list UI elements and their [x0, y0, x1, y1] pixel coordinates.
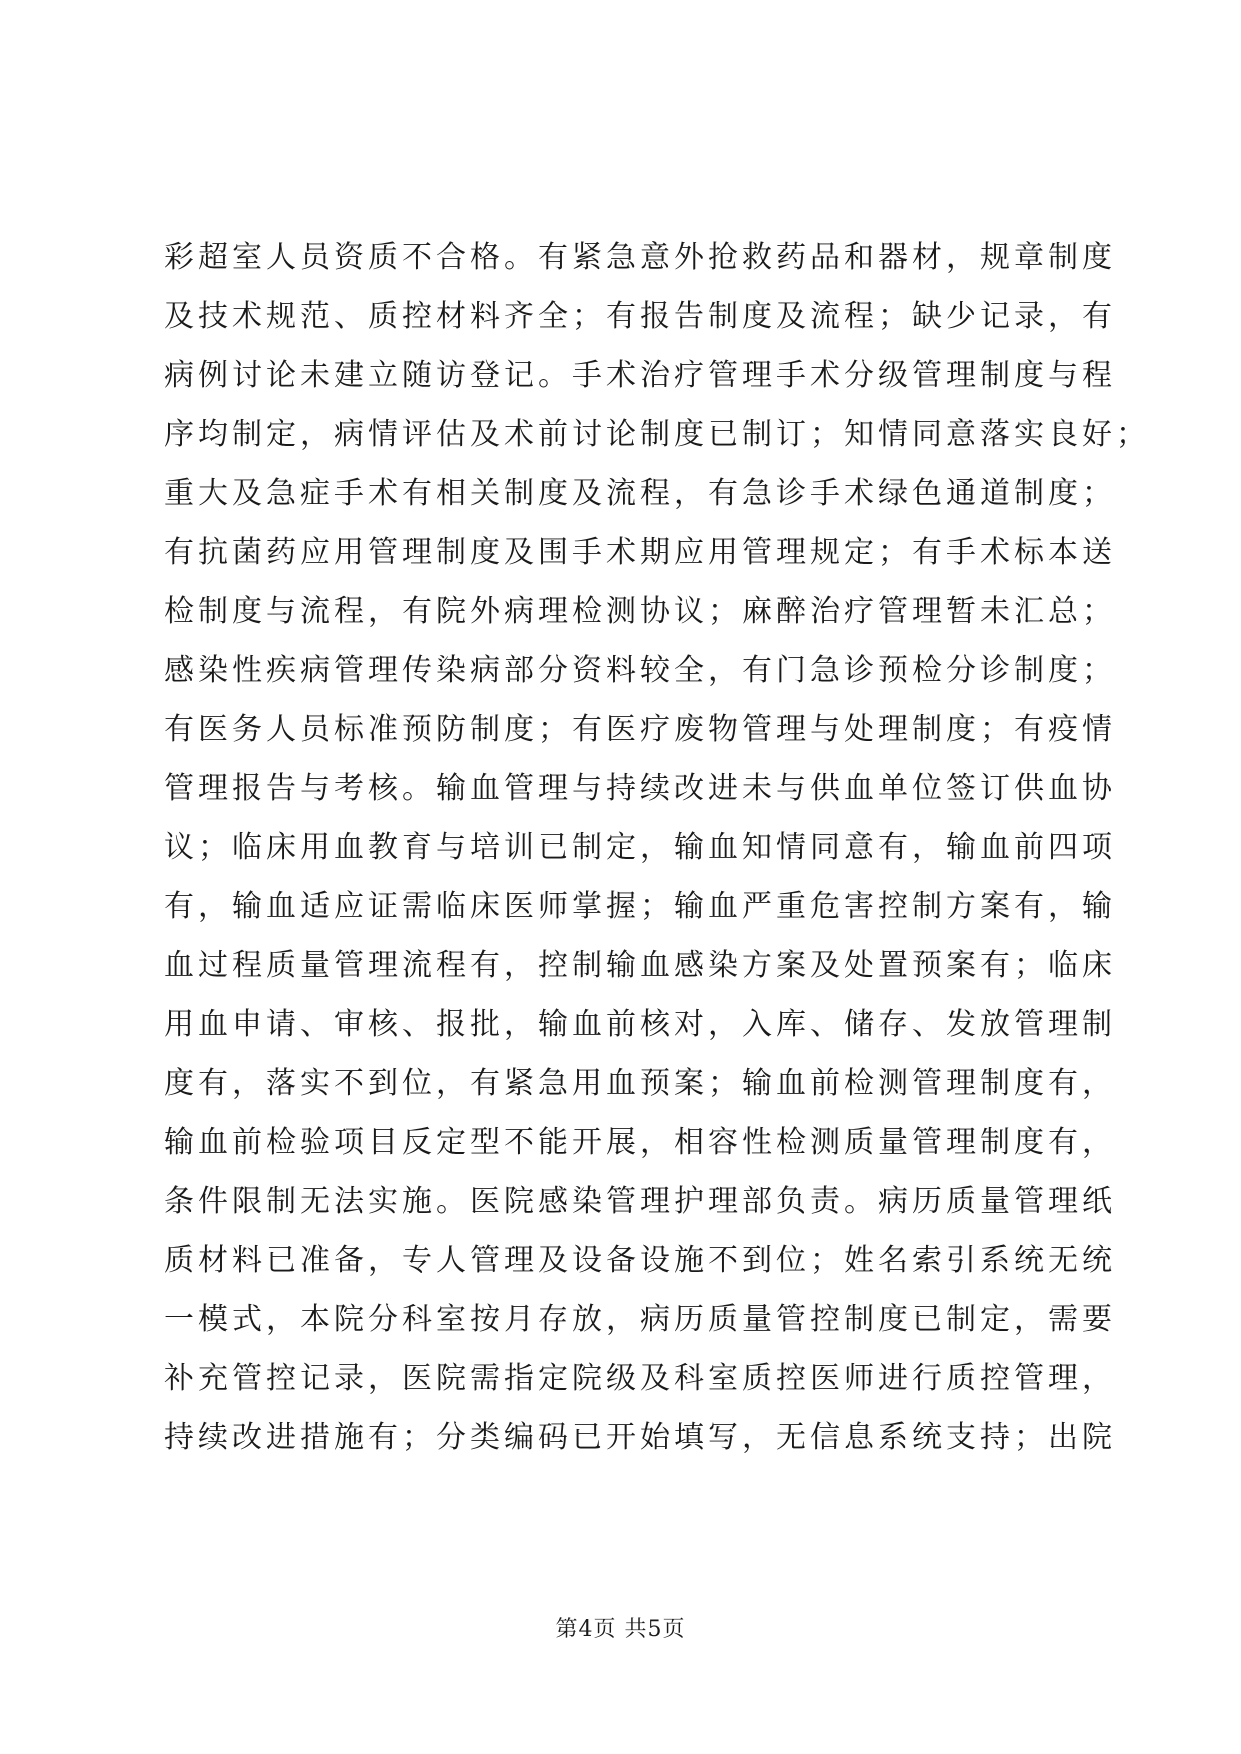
text-line: 补充管控记录，医院需指定院级及科室质控医师进行质控管理，: [164, 1361, 1116, 1396]
text-line: 管理报告与考核。输血管理与持续改进未与供血单位签订供血协: [164, 771, 1116, 806]
text-line: 重大及急症手术有相关制度及流程，有急诊手术绿色通道制度；: [164, 476, 1116, 511]
page-number-footer: 第4页 共5页: [555, 1617, 686, 1642]
text-line: 血过程质量管理流程有，控制输血感染方案及处置预案有；临床: [164, 948, 1116, 983]
text-line: 病例讨论未建立随访登记。手术治疗管理手术分级管理制度与程: [164, 358, 1116, 393]
text-line: 一模式，本院分科室按月存放，病历质量管控制度已制定，需要: [164, 1302, 1116, 1337]
text-line: 质材料已准备，专人管理及设备设施不到位；姓名索引系统无统: [164, 1243, 1116, 1278]
text-line: 有抗菌药应用管理制度及围手术期应用管理规定；有手术标本送: [164, 535, 1116, 570]
text-line: 及技术规范、质控材料齐全；有报告制度及流程；缺少记录，有: [164, 299, 1116, 334]
text-line: 条件限制无法实施。医院感染管理护理部负责。病历质量管理纸: [164, 1184, 1116, 1219]
text-line: 持续改进措施有；分类编码已开始填写，无信息系统支持；出院: [164, 1420, 1116, 1455]
text-line: 序均制定，病情评估及术前讨论制度已制订；知情同意落实良好；: [164, 417, 1150, 452]
text-line: 议；临床用血教育与培训已制定，输血知情同意有，输血前四项: [164, 830, 1116, 865]
text-line: 输血前检验项目反定型不能开展，相容性检测质量管理制度有，: [164, 1125, 1116, 1160]
text-line: 用血申请、审核、报批，输血前核对，入库、储存、发放管理制: [164, 1007, 1116, 1042]
body-text: [164, 228, 1150, 1467]
text-line: 感染性疾病管理传染病部分资料较全，有门急诊预检分诊制度；: [164, 653, 1116, 688]
text-line: 度有，落实不到位，有紧急用血预案；输血前检测管理制度有，: [164, 1066, 1116, 1101]
text-line: 彩超室人员资质不合格。有紧急意外抢救药品和器材，规章制度: [164, 240, 1116, 275]
text-line: 检制度与流程，有院外病理检测协议；麻醉治疗管理暂未汇总；: [164, 594, 1116, 629]
text-line: 有，输血适应证需临床医师掌握；输血严重危害控制方案有，输: [164, 889, 1116, 924]
text-line: 有医务人员标准预防制度；有医疗废物管理与处理制度；有疫情: [164, 712, 1116, 747]
